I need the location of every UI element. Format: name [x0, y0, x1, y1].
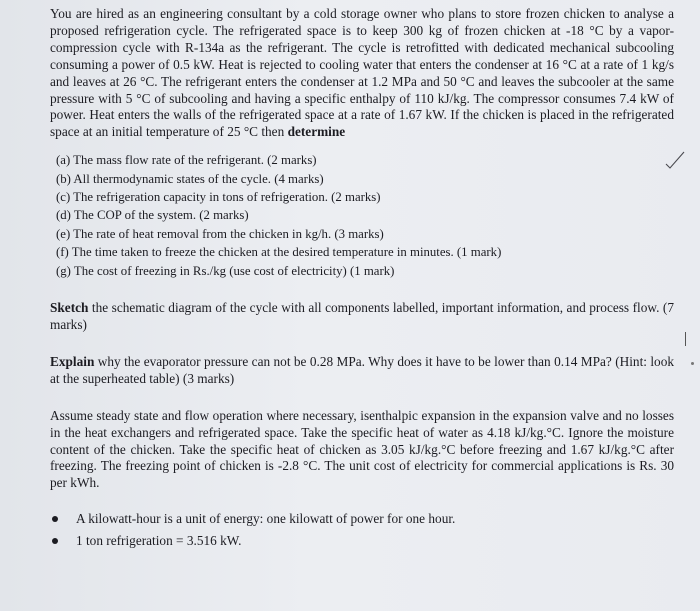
explain-instruction [50, 354, 674, 388]
note-text: 1 ton refrigeration = 3.516 kW. [76, 533, 242, 549]
ink-dot-mark [691, 362, 694, 365]
assumptions-paragraph: Assume steady state and flow operation where necessary, isenthalpic expansion in the expansion valve and no losses in the heat exchangers and refrigerated space. Take the specific heat of water as 4.18 kJ/kg.°C. Ignore the moisture content of the chicken. Take the specific heat of chicken as 3.05 kJ/kg.°C before freezing and 1.67 kJ/kg.°C after freezing. The freezing point of chicken is -2.8 °C. The unit cost of electricity for commercial applications is Rs. 30 per kWh. [50, 407, 674, 491]
bullet-dot-icon [52, 538, 58, 544]
note-text: A kilowatt-hour is a unit of energy: one kilowatt of power for one hour. [76, 511, 456, 527]
pen-tick-mark-icon [664, 148, 686, 170]
sketch-instruction [50, 300, 674, 334]
note-item [52, 508, 674, 530]
sketch-text: the schematic diagram of the cycle with all components labelled, important information, and process flow. (7 marks) [50, 300, 675, 332]
question-part-c: (c) The refrigeration capacity in tons of refrigeration. (2 marks) [56, 190, 381, 205]
question-part-d: (d) The COP of the system. (2 marks) [56, 208, 249, 223]
question-part-b: (b) All thermodynamic states of the cycle. (4 marks) [56, 171, 324, 186]
explain-keyword: Explain [50, 353, 95, 369]
question-part-f: (f) The time taken to freeze the chicken at the desired temperature in minutes. (1 mark) [56, 245, 502, 260]
problem-statement-text: You are hired as an engineering consultant by a cold storage owner who plans to store frozen chicken to analyse a proposed refrigeration cycle. The refrigerated space is to keep 300 kg of frozen chicken at -18 °C by a vapor-compression cycle with R-134a as the refrigerant. The cycle is retrofitted with dedicated mechanical subcooling consuming a power of 0.5 kW. Heat is rejected to cooling water that enters the condenser at 16 °C at a rate of 1 kg/s and leaves at 26 °C. The refrigerant enters the condenser at 1.2 MPa and 50 °C and leaves the subcooler at the same pressure with 5 °C of subcooling and having a specific enthalpy of 110 kJ/kg. The compressor consumes 7.4 kW of power. Heat enters the walls of the refrigerated space at a rate of 1.67 kW. If the chicken is placed in the refrigerated space at an initial temperature of 25 °C then [50, 6, 674, 140]
question-part-g: (g) The cost of freezing in Rs./kg (use cost of electricity) (1 mark) [56, 263, 395, 278]
problem-statement [50, 6, 674, 141]
determine-keyword: determine [287, 124, 346, 140]
question-part-a: (a) The mass flow rate of the refrigerant. (2 marks) [56, 153, 317, 168]
bullet-dot-icon [52, 516, 58, 522]
question-part-e: (e) The rate of heat removal from the chicken in kg/h. (3 marks) [56, 226, 384, 241]
question-parts-list [50, 151, 674, 280]
note-item [52, 530, 674, 552]
pen-stroke-mark [685, 332, 692, 346]
notes-list [50, 508, 674, 552]
explain-text: why the evaporator pressure can not be 0.28 MPa. Why does it have to be lower than 0.14 MPa? (Hint: look at the superheated table) (3 marks) [50, 353, 674, 386]
sketch-keyword: Sketch [50, 300, 89, 316]
